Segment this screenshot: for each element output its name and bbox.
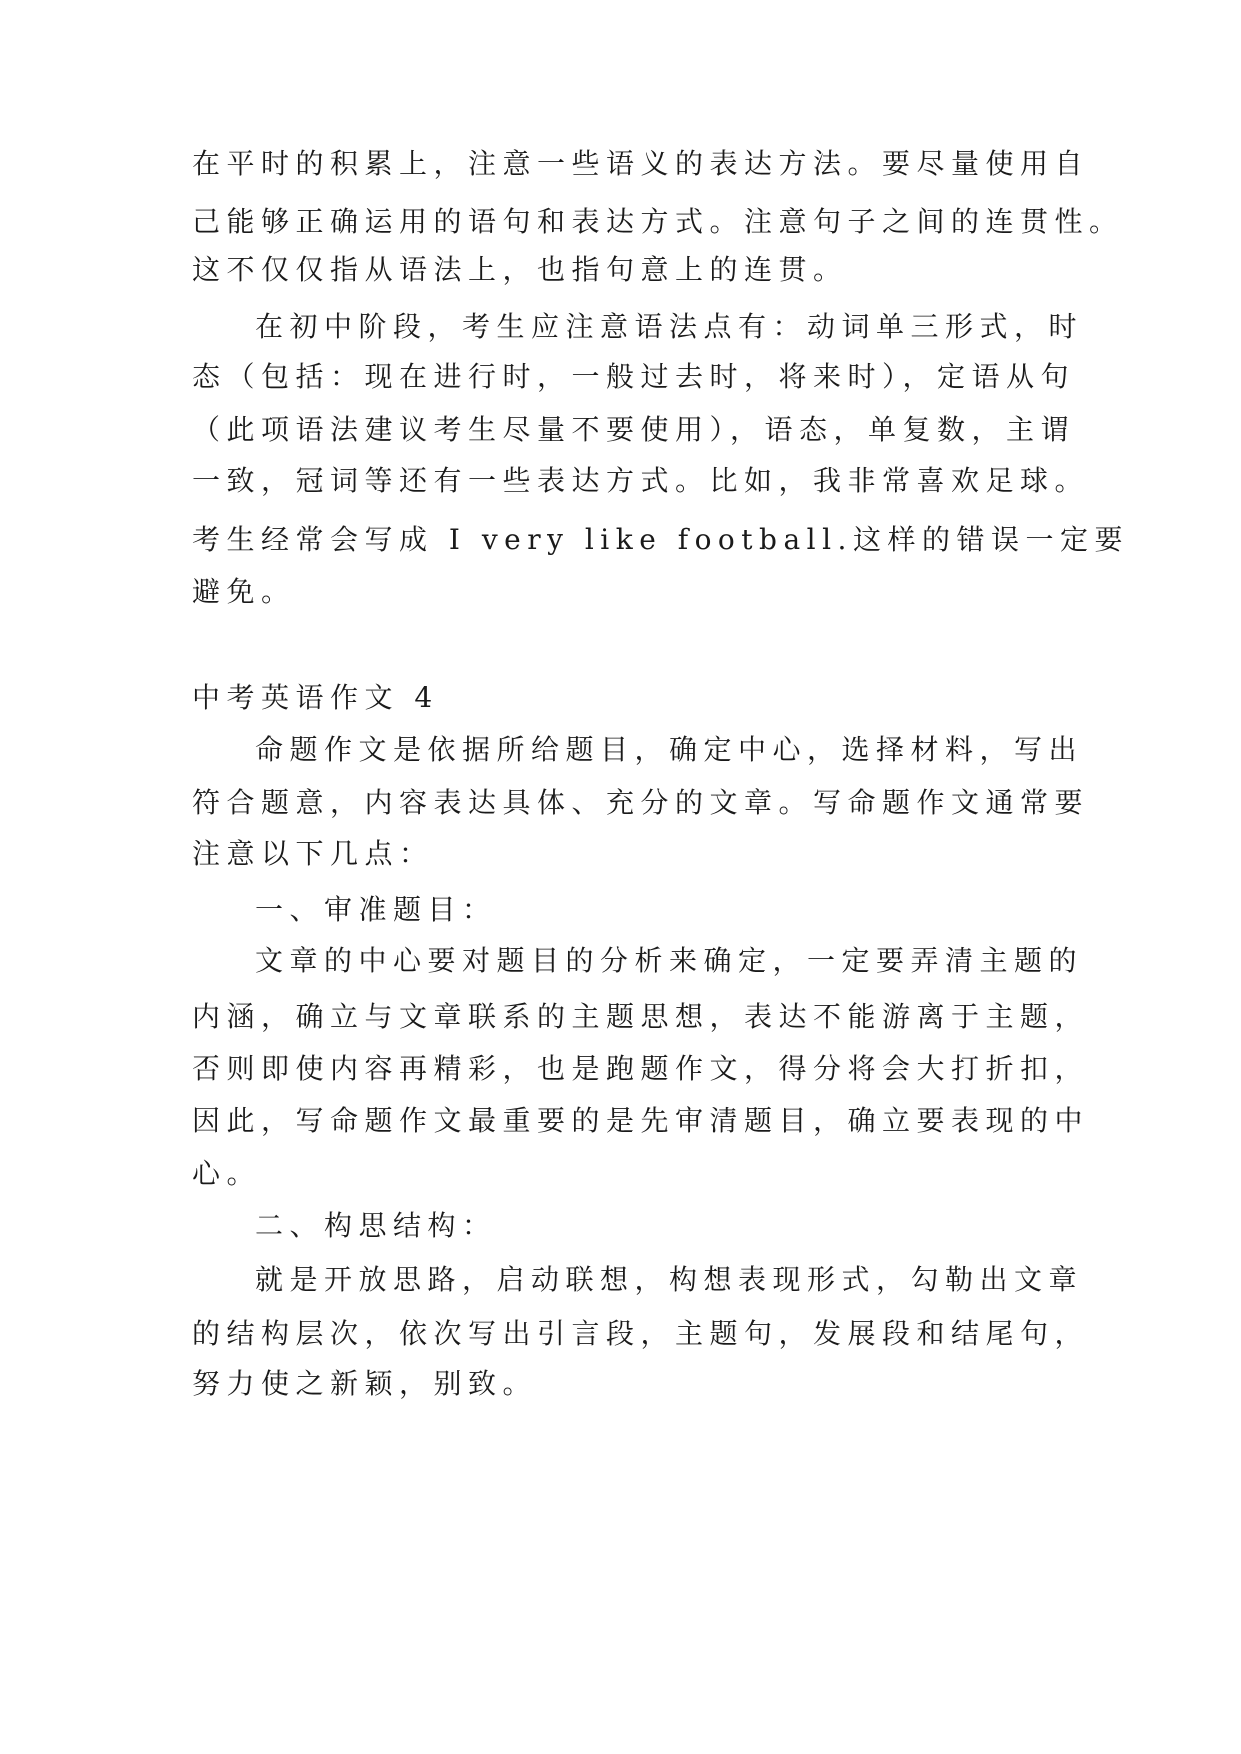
paragraph-3-line-2: 符合题意，内容表达具体、充分的文章。写命题作文通常要 (192, 786, 1090, 819)
paragraph-2-line-3: （此项语法建议考生尽量不要使用），语态，单复数，主谓 (192, 413, 1076, 446)
paragraph-5-line-3: 努力使之新颖，别致。 (192, 1367, 538, 1400)
paragraph-3-line-3: 注意以下几点： (192, 837, 434, 870)
paragraph-3-line-1: 命题作文是依据所给题目，确定中心，选择材料，写出 (255, 733, 1084, 766)
paragraph-5-line-2: 的结构层次，依次写出引言段，主题句，发展段和结尾句， (192, 1317, 1090, 1350)
paragraph-4-line-5: 心。 (192, 1157, 262, 1190)
paragraph-2-line-6: 避免。 (192, 575, 296, 608)
paragraph-2-line-2: 态（包括：现在进行时，一般过去时，将来时），定语从句 (192, 360, 1076, 393)
paragraph-1-line-3: 这不仅仅指从语法上，也指句意上的连贯。 (192, 253, 848, 286)
heading-1: 一、审准题目： (255, 893, 497, 926)
paragraph-2-line-4: 一致，冠词等还有一些表达方式。比如，我非常喜欢足球。 (192, 464, 1090, 497)
heading-2: 二、构思结构： (255, 1209, 497, 1242)
section-title: 中考英语作文 4 (192, 681, 439, 714)
paragraph-4-line-3: 否则即使内容再精彩，也是跑题作文，得分将会大打折扣， (192, 1052, 1090, 1085)
paragraph-2-line-5: 考生经常会写成 I very like football.这样的错误一定要 (192, 523, 1129, 556)
paragraph-4-line-4: 因此，写命题作文最重要的是先审清题目，确立要表现的中 (192, 1104, 1090, 1137)
paragraph-4-line-2: 内涵，确立与文章联系的主题思想，表达不能游离于主题， (192, 1000, 1090, 1033)
paragraph-5-line-1: 就是开放思路，启动联想，构想表现形式，勾勒出文章 (255, 1263, 1084, 1296)
paragraph-4-line-1: 文章的中心要对题目的分析来确定，一定要弄清主题的 (255, 944, 1084, 977)
paragraph-1-line-2: 己能够正确运用的语句和表达方式。注意句子之间的连贯性。 (192, 205, 1124, 238)
paragraph-2-line-1: 在初中阶段，考生应注意语法点有：动词单三形式，时 (255, 310, 1084, 343)
paragraph-1-line-1: 在平时的积累上，注意一些语义的表达方法。要尽量使用自 (192, 147, 1090, 180)
